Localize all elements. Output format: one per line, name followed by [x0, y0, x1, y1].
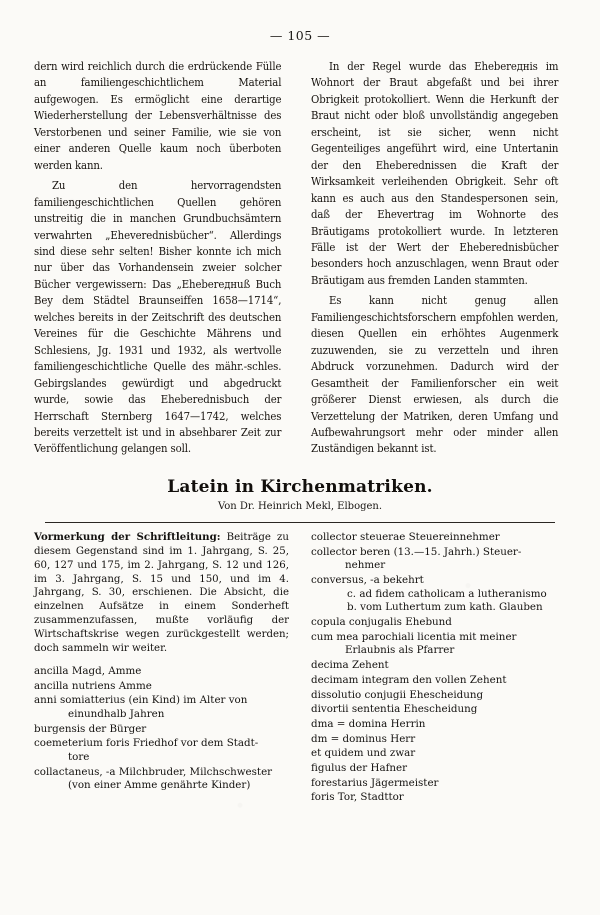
- list-item: [34, 766, 289, 793]
- glossary-definition: (13.—15. Jahrh.) Steuer-: [393, 545, 522, 558]
- paragraph: In der Regel wurde das Ehebereднis im Wohnort der Braut abgefaßt und bei ihrer Obrigkeit protokolliert. Wenn die Herkunft der Braut nicht oder bloß unvollständig angegeben erscheint, ist sie sicher, wenn nicht Gegenteiliges angeführt wird, eine Untertanin der den Eheberednissen die Kraft der Wirksamkeit verleihenden Obrigkeit. Sehr oft kann es auch aus den Standespersonen sein, daß der Ehevertrag im Wohnorte des Bräutigams protokolliert wurde. In letzteren Fälle ist der Wert der Eheberednisbücher besonders hoch anzuschlagen, wenn Braut oder Bräutigam aus fremden Landen stammten.: [311, 59, 559, 287]
- body-text-left: [34, 58, 281, 457]
- glossary-definition: der Hafner: [349, 761, 408, 774]
- glossary-definition: (ein Kind) im Alter von: [128, 694, 248, 707]
- glossary-definition: Milchbruder, Milchschwester: [118, 765, 273, 778]
- list-item: [311, 747, 566, 761]
- list-item: [311, 631, 566, 658]
- list-item: [34, 694, 289, 721]
- glossary-subentry: b. vom Luthertum zum kath. Glauben: [347, 601, 543, 614]
- glossary-definition: Ehescheidung: [403, 703, 478, 716]
- article-byline: Von Dr. Heinrich Mekl, Elbogen.: [217, 500, 383, 512]
- list-item: [34, 680, 289, 694]
- list-item: [311, 762, 566, 776]
- paragraph: Zu den hervorragendsten familiengeschichtlichen Quellen gehören unstreitig die in manchen Grundbuchsämtern verwahrten „Eheverednisbücher“. Allerdings sind diese sehr selten! Bisher konnte ich mich nur über das Vorhandensein zweier solcher Bücher vergewissern: Das „Ehebereднuß Buch Bey dem Städtel Braunseiffen 1658—1714“, welches bereits in der Zeitschrift des deutschen Vereines für die Geschichte Mährens und Schlesiens, Jg. 1931 und 1932, als wertvolle familiengeschichtliche Quelle des mähr.-schles. Gebirgslandes gewürdigt und abgedruckt wurde, sowie das Eheberednisbuch der Herrschaft Sternberg 1647—1742, welches bereits verzettelt ist und in absehbarer Zeit zur Veröffentlichung gelangen soll.: [34, 178, 282, 456]
- glossary-term: anni somiatterius: [34, 694, 126, 707]
- glossary-term: decimam integram: [311, 673, 410, 686]
- list-item: [311, 791, 566, 805]
- list-item: [311, 777, 566, 791]
- glossary-definition: Tor, Stadttor: [337, 791, 404, 804]
- glossary-definition: Zehent: [351, 659, 389, 672]
- glossary-term: dissolutio conjugii: [311, 688, 407, 701]
- list-item: [311, 689, 566, 703]
- glossary-definition-cont: (von einer Amme genährte Kinder): [68, 779, 251, 792]
- glossary-definition: Herrin: [390, 717, 426, 730]
- list-item: [311, 703, 566, 717]
- glossary-definition: und zwar: [366, 747, 416, 760]
- glossary-term: dma = domina: [311, 717, 388, 730]
- glossary-right-column: [311, 531, 566, 806]
- list-item: [311, 718, 566, 732]
- body-right-column: [311, 58, 566, 461]
- glossary-definition: Herr: [390, 732, 416, 745]
- page-number: — 105 —: [269, 28, 331, 43]
- list-item: [311, 546, 566, 573]
- glossary-term: decima: [311, 659, 349, 672]
- glossary-two-column-layout: [34, 531, 566, 806]
- list-item: [311, 616, 566, 630]
- glossary-definition: Jägermeister: [371, 776, 439, 789]
- glossary-definition: Friedhof vor dem Stadt-: [132, 737, 259, 750]
- editorial-note: [34, 531, 289, 656]
- glossary-term: burgensis: [34, 722, 86, 735]
- glossary-definition-cont: Erlaubnis als Pfarrer: [345, 644, 455, 657]
- glossary-left-column: [34, 531, 289, 806]
- glossary-subentry: c. ad fidem catholicam a lutheranismo: [347, 587, 547, 600]
- list-item: [34, 737, 289, 764]
- glossary-term: copula conjugalis: [311, 616, 402, 629]
- list-item: [311, 659, 566, 673]
- glossary-term: ancilla nutriens: [34, 679, 116, 692]
- glossary-definition: Steuereinnehmer: [408, 530, 500, 543]
- glossary-term: coemeterium foris: [34, 737, 130, 750]
- glossary-definition: mit meiner: [459, 630, 517, 643]
- glossary-term: et quidem: [311, 747, 364, 760]
- body-text-right: [311, 58, 558, 457]
- glossary-term: figulus: [311, 761, 347, 774]
- glossary-term: cum mea parochiali licentia: [311, 630, 456, 643]
- glossary-definition: Ehebund: [405, 616, 452, 629]
- glossary-term: forestarius: [311, 776, 368, 789]
- glossary-term: collector beren: [311, 545, 391, 558]
- glossary-term: conversus, -a: [311, 574, 380, 587]
- body-two-column-layout: [34, 58, 566, 461]
- paragraph: dern wird reichlich durch die erdrückende Fülle an familiengeschichtlichem Material aufgewogen. Es ermöglicht eine derartige Wiederherstellung der Lebensverhältnisse des Verstorbenen und seiner Familie, wie sie von einer anderen Quelle kaum noch überboten werden kann.: [34, 59, 282, 172]
- glossary-definition-cont: einundhalb Jahren: [68, 707, 165, 720]
- list-item: [311, 674, 566, 688]
- list-item: [34, 665, 289, 679]
- glossary-term: foris: [311, 791, 335, 804]
- glossary-definition: Amme: [118, 679, 152, 692]
- glossary-term: divortii sententia: [311, 703, 401, 716]
- list-item: [34, 723, 289, 737]
- divider-rule: [45, 522, 556, 523]
- glossary-term: collector steuerae: [311, 530, 406, 543]
- article-title: Latein in Kirchenmatriken.: [167, 476, 433, 497]
- glossary-definition-cont: nehmer: [345, 559, 386, 572]
- glossary-definition-cont: tore: [68, 750, 90, 763]
- paragraph: Es kann nicht genug allen Familiengeschichtsforschern empfohlen werden, diesen Quellen ein erhöhtes Augenmerk zuzuwenden, sie zu verzetteln und ihren Abdruck vorzunehmen. Dadurch wird der Gesamtheit der Familienforscher ein weit größerer Dienst erwiesen, als durch die Verzettelung der Matriken, deren Umfang und Aufbewahrungsort mehr oder minder allen Zuständigen bekannt ist.: [311, 293, 559, 456]
- glossary-term: collactaneus, -a: [34, 765, 116, 778]
- glossary-definition: der Bürger: [88, 722, 147, 735]
- glossary-term: ancilla: [34, 664, 69, 677]
- glossary-definition: Magd, Amme: [71, 664, 142, 677]
- body-left-column: [34, 58, 289, 461]
- editorial-note-lead: Vormerkung der Schriftleitung:: [34, 530, 221, 543]
- glossary-definition: den vollen Zehent: [412, 673, 507, 686]
- glossary-term: dm = dominus: [311, 732, 387, 745]
- list-item: [311, 531, 566, 545]
- glossary-list-left: [34, 665, 289, 793]
- list-item: [311, 574, 566, 615]
- glossary-definition: Ehescheidung: [409, 688, 484, 701]
- list-item: [311, 733, 566, 747]
- glossary-list-right: [311, 531, 566, 805]
- editorial-note-text: Beiträge zu diesem Gegenstand sind im 1. Jahrgang, S. 25, 60, 127 und 175, im 2. Jahrgang, S. 12 und 126, im 3. Jahrgang, S. 15 und 150, und im 4. Jahrgang, S. 30, erschienen. Die Absicht, die einzelnen Aufsätze in einem Sonderheft zusammenzufassen, mußte vorläufig der Wirtschaftskrise wegen zurückgestellt werden; doch sammeln wir weiter.: [34, 531, 289, 654]
- page-content: [34, 58, 566, 806]
- glossary-definition: bekehrt: [383, 574, 424, 587]
